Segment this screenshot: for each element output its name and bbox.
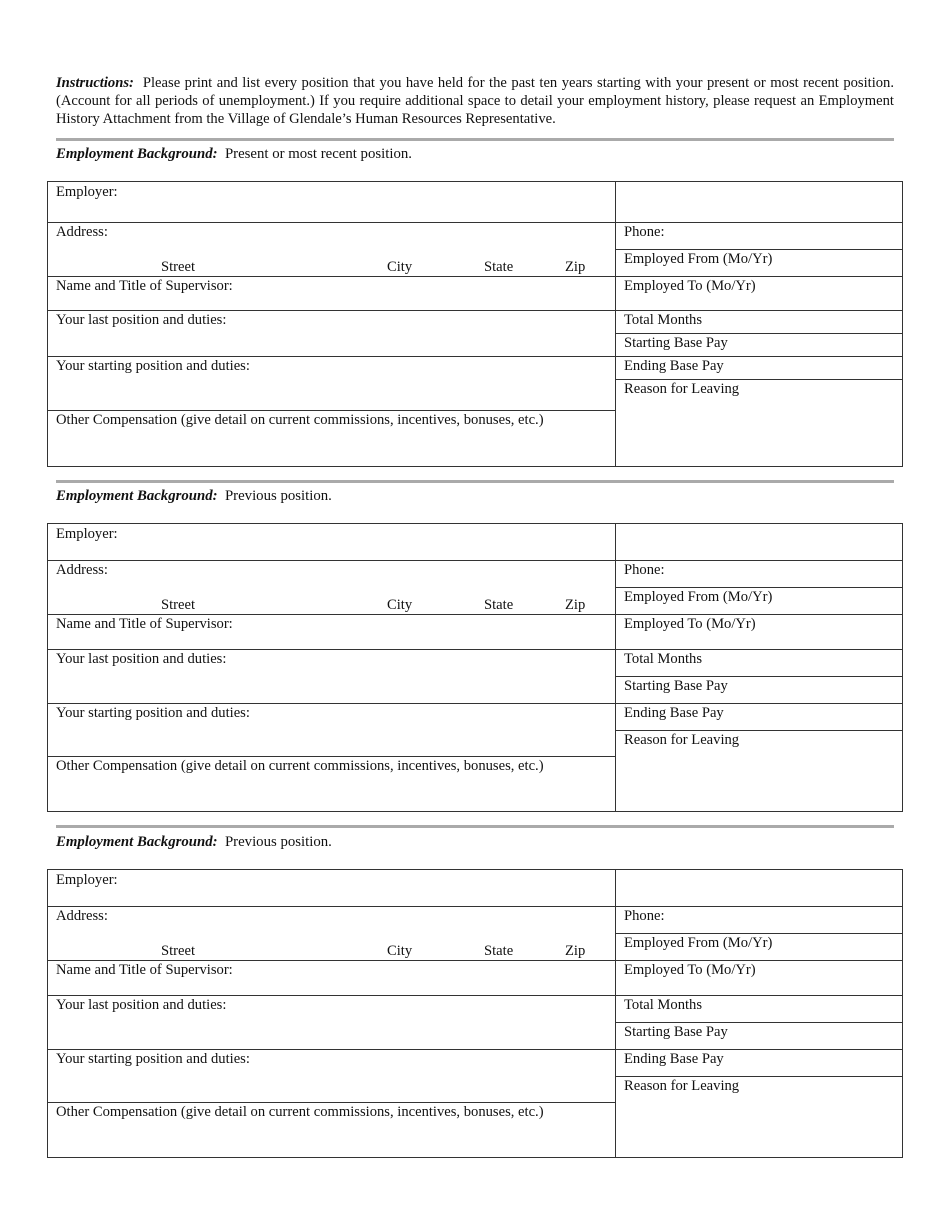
reason-for-leaving-field[interactable]: Reason for Leaving xyxy=(624,732,740,748)
section-title-2 xyxy=(56,488,332,505)
section-subtitle: Previous position. xyxy=(224,488,332,504)
starting-position-field[interactable]: Your starting position and duties: xyxy=(56,1051,250,1067)
section-title-3 xyxy=(56,834,332,851)
employed-from-field[interactable]: Employed From (Mo/Yr) xyxy=(624,935,773,951)
form-left-column xyxy=(48,182,616,466)
other-compensation-field[interactable]: Other Compensation (give detail on current commissions, incentives, bonuses, etc.) xyxy=(56,758,544,774)
form-left-column xyxy=(48,524,616,811)
total-months-field[interactable]: Total Months xyxy=(624,651,703,667)
employed-to-field[interactable]: Employed To (Mo/Yr) xyxy=(624,278,756,294)
instructions-text: Please print and list every position that you have held for the past ten years starting with your present or most recent position. (Account for all periods of unemployment.) If you require additional space to detail your employment history, please request an Employment History Attachment from the Village of Glendale’s Human Resources Representative. xyxy=(56,75,894,127)
street-label: Street xyxy=(161,943,196,959)
section-heading: Employment Background: xyxy=(56,146,218,162)
section-divider xyxy=(56,825,894,828)
city-label: City xyxy=(387,943,413,959)
section-divider xyxy=(56,138,894,141)
street-label: Street xyxy=(161,597,196,613)
section-heading: Employment Background: xyxy=(56,488,218,504)
ending-base-pay-field[interactable]: Ending Base Pay xyxy=(624,358,724,374)
instructions-paragraph xyxy=(56,74,894,128)
state-label: State xyxy=(484,259,514,275)
zip-label: Zip xyxy=(565,943,586,959)
employed-from-field[interactable]: Employed From (Mo/Yr) xyxy=(624,589,773,605)
section-heading: Employment Background: xyxy=(56,834,218,850)
zip-label: Zip xyxy=(565,597,586,613)
supervisor-field[interactable]: Name and Title of Supervisor: xyxy=(56,962,233,978)
reason-for-leaving-field[interactable]: Reason for Leaving xyxy=(624,381,740,397)
form-right-column xyxy=(616,182,902,466)
last-position-field[interactable]: Your last position and duties: xyxy=(56,997,227,1013)
starting-base-pay-field[interactable]: Starting Base Pay xyxy=(624,1024,728,1040)
section-divider xyxy=(56,480,894,483)
employer-field[interactable]: Employer: xyxy=(56,872,118,888)
section-title-1 xyxy=(56,146,412,163)
employment-form-1 xyxy=(47,181,903,467)
last-position-field[interactable]: Your last position and duties: xyxy=(56,651,227,667)
instructions-label: Instructions: xyxy=(56,75,134,91)
employment-form-3 xyxy=(47,869,903,1158)
phone-field[interactable]: Phone: xyxy=(624,908,665,924)
phone-field[interactable]: Phone: xyxy=(624,562,665,578)
starting-position-field[interactable]: Your starting position and duties: xyxy=(56,705,250,721)
address-field[interactable]: Address: xyxy=(56,908,108,924)
phone-field[interactable]: Phone: xyxy=(624,224,665,240)
city-label: City xyxy=(387,597,413,613)
total-months-field[interactable]: Total Months xyxy=(624,997,703,1013)
total-months-field[interactable]: Total Months xyxy=(624,312,703,328)
state-label: State xyxy=(484,943,514,959)
ending-base-pay-field[interactable]: Ending Base Pay xyxy=(624,1051,724,1067)
supervisor-field[interactable]: Name and Title of Supervisor: xyxy=(56,278,233,294)
state-label: State xyxy=(484,597,514,613)
last-position-field[interactable]: Your last position and duties: xyxy=(56,312,227,328)
starting-base-pay-field[interactable]: Starting Base Pay xyxy=(624,678,728,694)
other-compensation-field[interactable]: Other Compensation (give detail on current commissions, incentives, bonuses, etc.) xyxy=(56,412,544,428)
employer-field[interactable]: Employer: xyxy=(56,184,118,200)
starting-base-pay-field[interactable]: Starting Base Pay xyxy=(624,335,728,351)
street-label: Street xyxy=(161,259,196,275)
form-left-column xyxy=(48,870,616,1157)
reason-for-leaving-field[interactable]: Reason for Leaving xyxy=(624,1078,740,1094)
zip-label: Zip xyxy=(565,259,586,275)
starting-position-field[interactable]: Your starting position and duties: xyxy=(56,358,250,374)
address-field[interactable]: Address: xyxy=(56,562,108,578)
section-subtitle: Present or most recent position. xyxy=(224,146,412,162)
section-subtitle: Previous position. xyxy=(224,834,332,850)
other-compensation-field[interactable]: Other Compensation (give detail on current commissions, incentives, bonuses, etc.) xyxy=(56,1104,544,1120)
ending-base-pay-field[interactable]: Ending Base Pay xyxy=(624,705,724,721)
address-field[interactable]: Address: xyxy=(56,224,108,240)
employer-field[interactable]: Employer: xyxy=(56,526,118,542)
employment-form-2 xyxy=(47,523,903,812)
employed-from-field[interactable]: Employed From (Mo/Yr) xyxy=(624,251,773,267)
form-right-column xyxy=(616,870,902,1157)
employed-to-field[interactable]: Employed To (Mo/Yr) xyxy=(624,616,756,632)
city-label: City xyxy=(387,259,413,275)
form-right-column xyxy=(616,524,902,811)
supervisor-field[interactable]: Name and Title of Supervisor: xyxy=(56,616,233,632)
employed-to-field[interactable]: Employed To (Mo/Yr) xyxy=(624,962,756,978)
